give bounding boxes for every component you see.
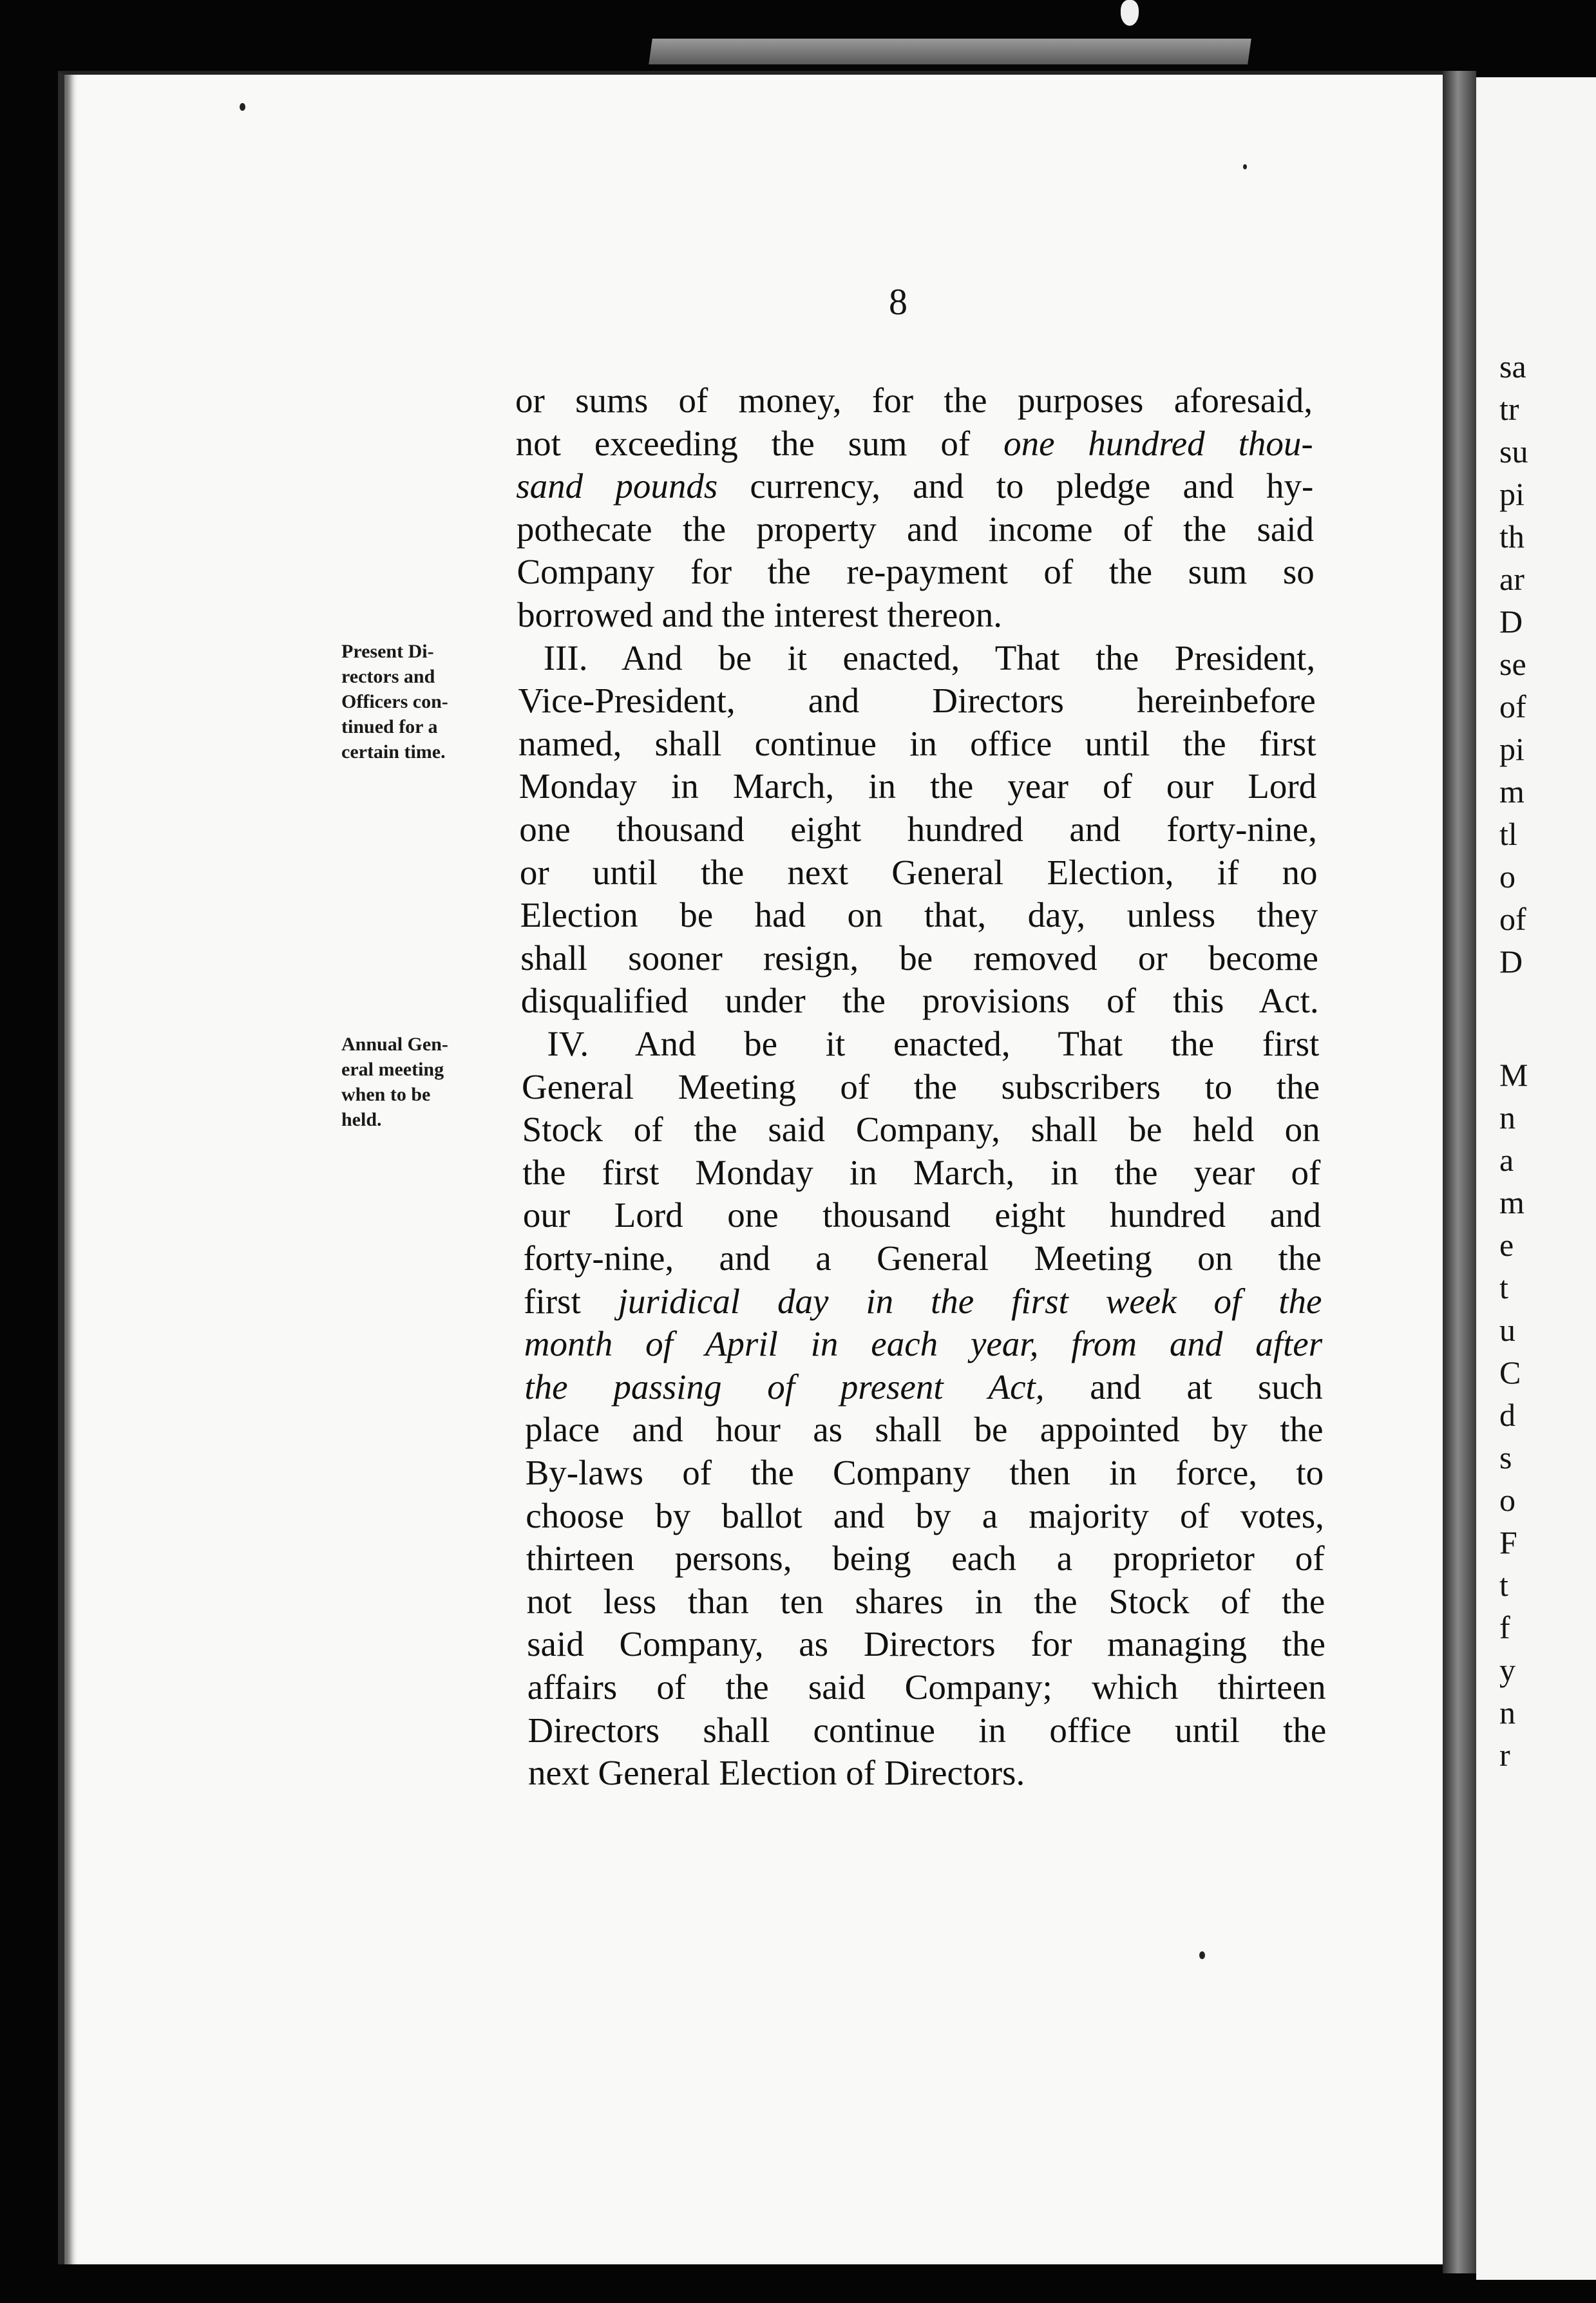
facing-page-fragment: e xyxy=(1499,1227,1514,1263)
text-segment: choose by ballot and by a majority of votes, xyxy=(526,1495,1324,1535)
text-segment: currency, and to pledge and hy- xyxy=(717,466,1314,506)
body-line xyxy=(547,1023,1319,1064)
margin-note-line: certain time. xyxy=(341,741,446,763)
body-line xyxy=(519,766,1317,806)
text-segment: borrowed and the interest thereon. xyxy=(517,595,1003,634)
text-segment: disqualified under the provisions of this Act. xyxy=(520,981,1319,1021)
margin-note-line: held. xyxy=(341,1109,382,1130)
facing-page-fragment: D xyxy=(1499,943,1523,980)
text-segment: shall sooner resign, be removed or become xyxy=(520,938,1318,978)
facing-page-fragment: a xyxy=(1499,1142,1514,1178)
body-line xyxy=(519,809,1317,849)
text-segment: Company for the re-payment of the sum so xyxy=(517,552,1315,592)
facing-page-fragment: m xyxy=(1499,1184,1525,1220)
text-segment: not exceeding the sum of xyxy=(515,423,1004,463)
text-segment: named, shall continue in office until the first xyxy=(518,723,1316,763)
body-line xyxy=(527,1581,1325,1622)
text-segment: not less than ten shares in the Stock of the xyxy=(526,1581,1325,1621)
text-segment: or sums of money, for the purposes aforesaid, xyxy=(515,381,1313,420)
margin-note-line: rectors and xyxy=(341,666,435,687)
page-number: 8 xyxy=(889,281,907,323)
scan-mark xyxy=(1121,0,1139,26)
facing-page-fragment: M xyxy=(1499,1057,1528,1093)
body-line xyxy=(525,1409,1324,1450)
body-line xyxy=(524,1323,1322,1364)
margin-note-line: Present Di- xyxy=(341,641,434,662)
body-line xyxy=(520,895,1318,935)
facing-page-fragment: pi xyxy=(1499,476,1525,512)
margin-note-line: eral meeting xyxy=(341,1059,444,1080)
italic-segment: sand pounds xyxy=(516,466,718,506)
text-segment: the first Monday in March, in the year of xyxy=(522,1152,1321,1192)
body-line xyxy=(523,1195,1321,1235)
speck xyxy=(240,103,245,111)
facing-page-fragment: pi xyxy=(1499,731,1525,767)
text-segment: one thousand eight hundred and forty-nine, xyxy=(519,810,1317,849)
body-line xyxy=(516,466,1313,506)
text-segment: Directors shall continue in office until the xyxy=(527,1710,1327,1750)
text-segment: said Company, as Directors for managing the xyxy=(527,1624,1325,1664)
body-line xyxy=(522,1066,1320,1107)
facing-page-fragment: t xyxy=(1499,1269,1508,1305)
body-line xyxy=(527,1624,1325,1664)
facing-page-fragment: u xyxy=(1499,1312,1515,1348)
body-line xyxy=(518,723,1316,764)
body-line xyxy=(544,638,1315,678)
body-line xyxy=(520,852,1318,893)
italic-segment: juridical day in the first week of the xyxy=(618,1281,1322,1321)
text-segment: our Lord one thousand eight hundred and xyxy=(522,1195,1322,1235)
body-line xyxy=(521,980,1319,1021)
text-segment: General Meeting of the subscribers to the xyxy=(522,1066,1320,1106)
facing-page-fragment: se xyxy=(1499,646,1526,682)
facing-page-fragment: tr xyxy=(1499,391,1519,427)
body-line xyxy=(524,1238,1322,1278)
text-segment: forty-nine, and a General Meeting on the xyxy=(523,1238,1322,1278)
body-line xyxy=(522,1152,1320,1193)
body-line xyxy=(527,1710,1326,1750)
text-segment: and at such xyxy=(1044,1367,1323,1407)
margin-note-line: Annual Gen- xyxy=(341,1034,448,1055)
body-line xyxy=(526,1495,1324,1536)
facing-page xyxy=(1476,77,1596,2280)
facing-page-fragment: of xyxy=(1499,901,1526,937)
body-line xyxy=(517,509,1314,549)
body-line xyxy=(518,680,1315,721)
body-line xyxy=(516,423,1313,464)
margin-note-line: tinued for a xyxy=(341,716,438,737)
margin-note-line: Officers con- xyxy=(341,691,448,712)
body-line xyxy=(527,1667,1326,1707)
speck xyxy=(1243,164,1247,169)
facing-page-fragment: o xyxy=(1499,1482,1515,1518)
facing-page-fragment: n xyxy=(1499,1099,1515,1135)
italic-segment: month of April in each year, from and after xyxy=(524,1324,1323,1364)
body-line xyxy=(526,1452,1324,1493)
book-spine xyxy=(1443,71,1476,2273)
margin-note-directors xyxy=(341,639,499,764)
facing-page-fragment: n xyxy=(1499,1694,1515,1730)
text-segment: place and hour as shall be appointed by the xyxy=(525,1410,1324,1450)
facing-page-fragment: of xyxy=(1499,688,1526,725)
facing-page-fragment: su xyxy=(1499,433,1528,469)
text-segment: thirteen persons, being each a proprietor of xyxy=(526,1539,1325,1578)
text-segment: first xyxy=(524,1281,618,1321)
facing-page-fragment: d xyxy=(1499,1397,1515,1433)
facing-page-fragment: sa xyxy=(1499,348,1526,384)
body-line xyxy=(520,938,1318,978)
text-segment: III. And be it enacted, That the President, xyxy=(543,638,1316,678)
text-segment: Stock of the said Company, shall be held on xyxy=(522,1110,1320,1150)
body-line xyxy=(522,1109,1320,1150)
text-segment: IV. And be it enacted, That the first xyxy=(547,1024,1320,1063)
italic-segment: one hundred thou- xyxy=(1003,423,1313,463)
facing-page-fragment: r xyxy=(1499,1737,1510,1773)
body-line xyxy=(524,1367,1322,1407)
facing-page-fragment: s xyxy=(1499,1439,1512,1475)
body-line xyxy=(528,1752,1327,1793)
body-line xyxy=(515,380,1313,421)
body-line xyxy=(517,551,1315,592)
text-segment: or until the next General Election, if no xyxy=(519,852,1318,892)
text-segment: affairs of the said Company; which thirteen xyxy=(527,1667,1326,1707)
facing-page-fragment: m xyxy=(1499,773,1525,810)
facing-page-fragment: t xyxy=(1499,1567,1508,1603)
facing-page-fragment: o xyxy=(1499,858,1515,895)
body-line xyxy=(524,1281,1322,1322)
facing-page-fragment: y xyxy=(1499,1652,1515,1688)
page-top-edge xyxy=(649,39,1251,64)
facing-page-fragment: D xyxy=(1499,603,1523,640)
text-segment: Election be had on that, day, unless they xyxy=(520,895,1318,935)
text-segment: pothecate the property and income of the said xyxy=(516,509,1315,549)
margin-note-annual-meeting xyxy=(341,1032,499,1132)
facing-page-fragment: tl xyxy=(1499,816,1517,852)
speck xyxy=(1199,1951,1205,1959)
text-segment: Vice-President, and Directors hereinbefore xyxy=(518,681,1316,721)
text-segment: Monday in March, in the year of our Lord xyxy=(518,766,1317,806)
facing-page-fragment: th xyxy=(1499,518,1525,554)
text-segment: By-laws of the Company then in force, to xyxy=(525,1453,1324,1492)
facing-page-fragment: f xyxy=(1499,1609,1510,1645)
italic-segment: the passing of present Act, xyxy=(524,1367,1045,1407)
facing-page-fragment: F xyxy=(1499,1524,1517,1560)
facing-page-fragment: ar xyxy=(1499,561,1525,597)
text-segment: next General Election of Directors. xyxy=(528,1753,1025,1793)
body-line xyxy=(517,594,1315,635)
facing-page-fragment: C xyxy=(1499,1354,1521,1390)
body-line xyxy=(526,1538,1325,1578)
margin-note-line: when to be xyxy=(341,1084,431,1105)
